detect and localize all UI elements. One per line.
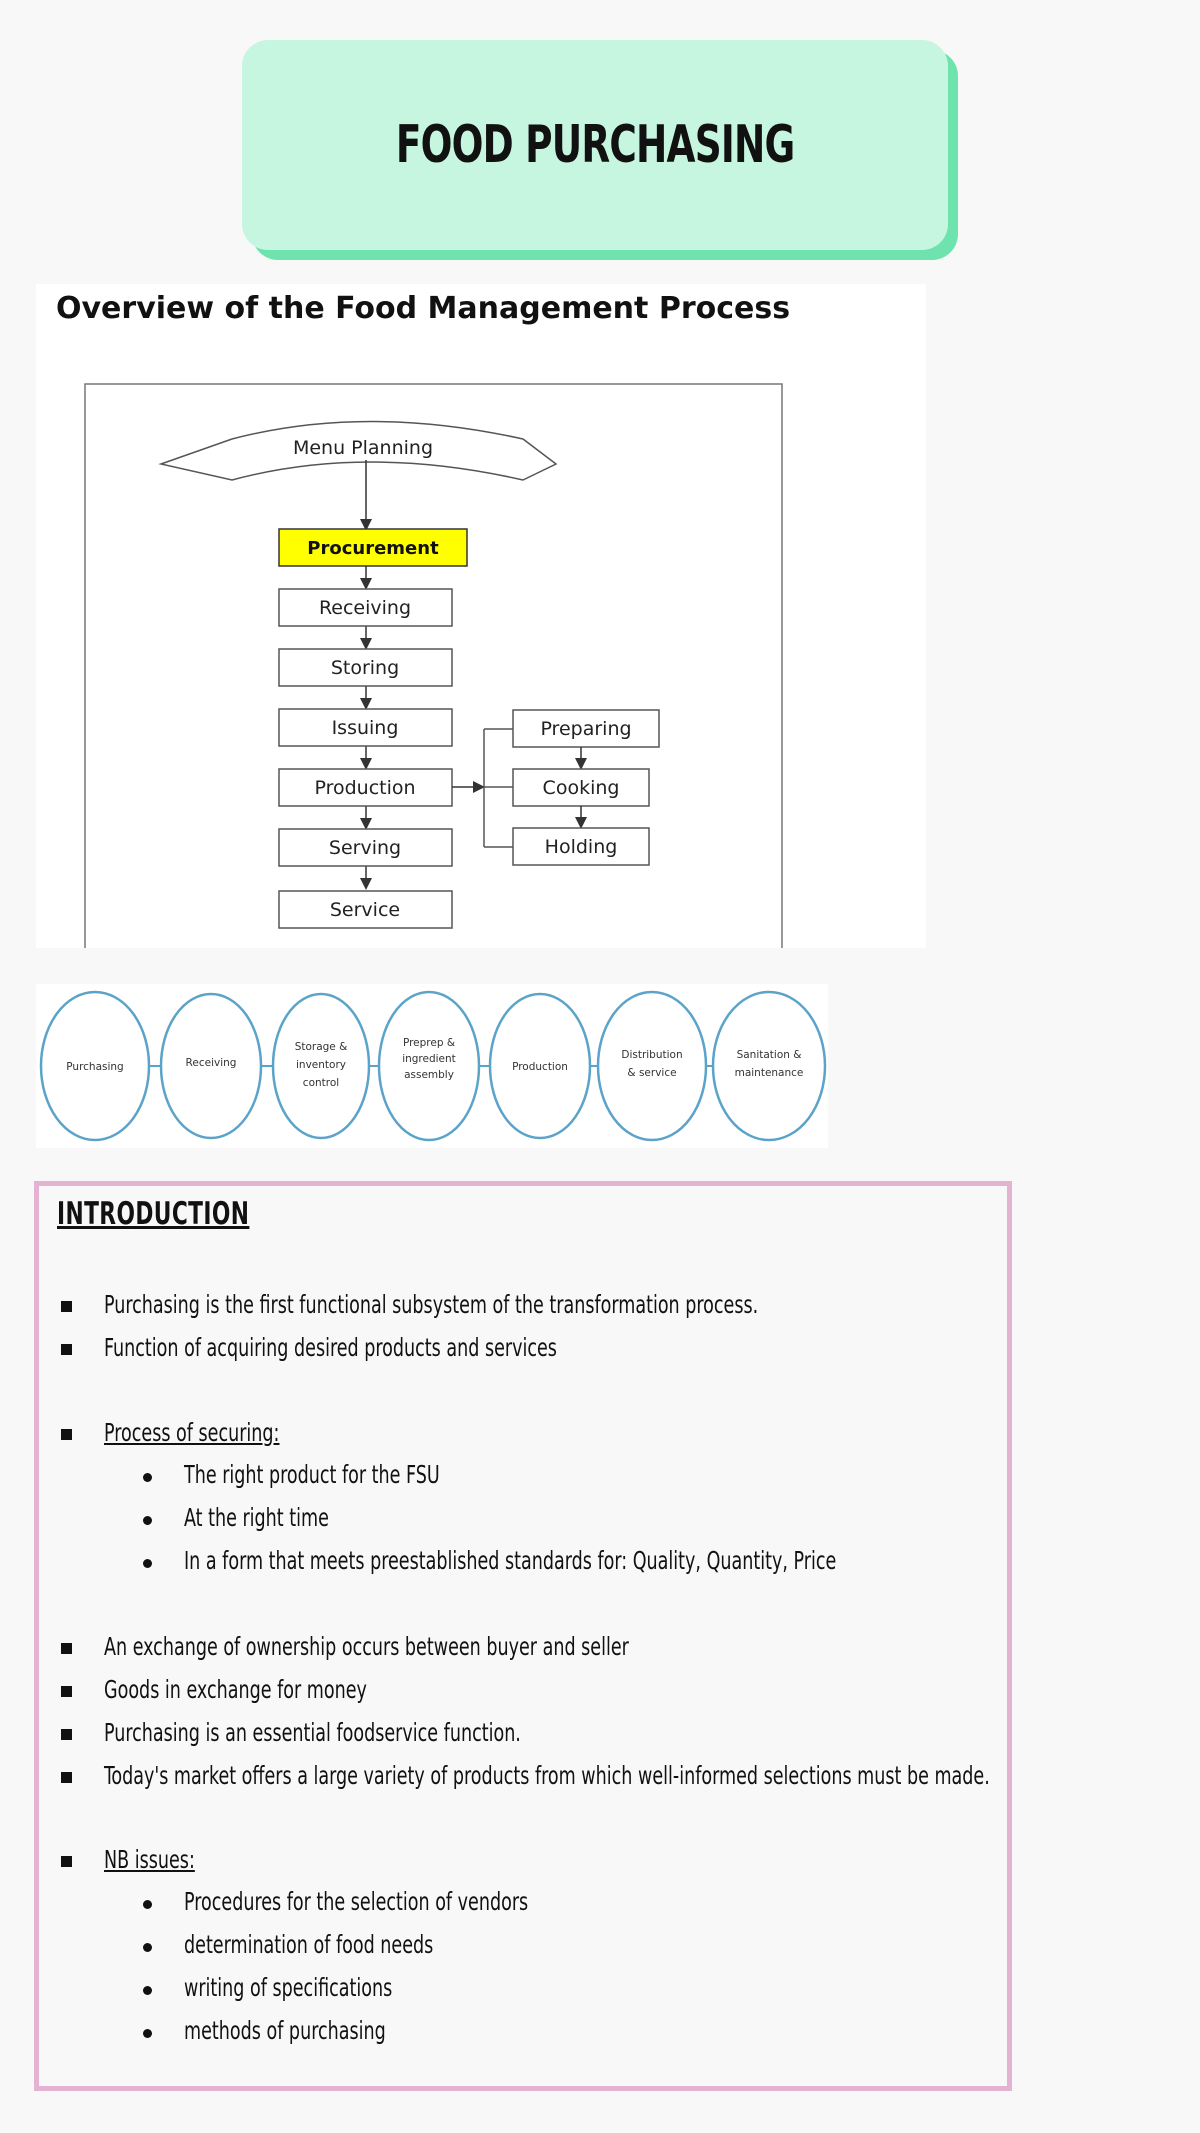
bullet-dot [143, 1943, 152, 1952]
intro-bullet: Goods in exchange for money [104, 1675, 367, 1704]
subsystem-label: assembly [404, 1069, 454, 1081]
bullet-square [61, 1301, 72, 1312]
subsystem-label: Distribution [621, 1049, 683, 1061]
bullet-square [61, 1772, 72, 1783]
subsystem-label: ingredient [402, 1053, 456, 1065]
nb-label: NB issues: [104, 1845, 195, 1874]
subsystem-label: Storage & [294, 1041, 348, 1053]
circle-distribution [598, 992, 706, 1140]
food-management-flowchart [36, 284, 926, 948]
bullet-square [61, 1856, 72, 1867]
nb-item: methods of purchasing [184, 2016, 386, 2045]
subsystem-label: Sanitation & [736, 1049, 802, 1061]
bullet-square [61, 1729, 72, 1740]
receiving-label: Receiving [318, 597, 412, 619]
menu-planning-label: Menu Planning [292, 437, 434, 459]
intro-bullet: An exchange of ownership occurs between buyer and seller [104, 1632, 629, 1661]
process-item: At the right time [184, 1503, 329, 1532]
nb-item: determination of food needs [184, 1930, 434, 1959]
bullet-dot [143, 1516, 152, 1525]
subsystem-label: Receiving [185, 1057, 237, 1069]
storing-label: Storing [330, 657, 400, 679]
subsystem-label: & service [627, 1067, 677, 1079]
cooking-label: Cooking [542, 777, 620, 799]
overview-heading: Overview of the Food Management Process [56, 291, 791, 326]
bullet-dot [143, 1473, 152, 1482]
subsystem-label: Preprep & [402, 1037, 456, 1049]
bullet-square [61, 1643, 72, 1654]
subsystem-label: Purchasing [66, 1061, 124, 1073]
bullet-dot [143, 1986, 152, 1995]
circle-sanitation [713, 992, 825, 1140]
subsystem-label: inventory [296, 1059, 346, 1071]
bullet-square [61, 1686, 72, 1697]
production-label: Production [314, 777, 416, 799]
subsystem-label: Production [512, 1061, 568, 1073]
introduction-section [34, 1181, 1012, 2091]
service-label: Service [329, 899, 401, 921]
intro-bullet: Today's market offers a large variety of products from which well-informed selections must be made. [104, 1761, 990, 1790]
foodservice-subsystems-diagram [36, 984, 828, 1148]
bullet-dot [143, 1559, 152, 1568]
title-banner [242, 40, 948, 250]
process-item: The right product for the FSU [184, 1460, 440, 1489]
procurement-label: Procurement [307, 538, 439, 559]
subsystem-label: maintenance [734, 1067, 804, 1079]
page-title: FOOD PURCHASING [395, 115, 795, 175]
issuing-label: Issuing [331, 717, 399, 739]
circle-preprep [379, 992, 479, 1140]
process-item: In a form that meets preestablished standards for: Quality, Quantity, Price [184, 1546, 837, 1575]
bullet-dot [143, 2029, 152, 2038]
holding-label: Holding [544, 836, 618, 858]
bullet-square [61, 1429, 72, 1440]
nb-item: writing of specifications [184, 1973, 393, 2002]
process-label: Process of securing: [104, 1418, 280, 1447]
intro-bullet: Purchasing is the first functional subsystem of the transformation process. [104, 1290, 759, 1319]
bullet-square [61, 1344, 72, 1355]
introduction-heading: INTRODUCTION [57, 1196, 250, 1232]
nb-item: Procedures for the selection of vendors [184, 1887, 529, 1916]
subsystem-label: control [302, 1077, 340, 1089]
bullet-dot [143, 1900, 152, 1909]
preparing-label: Preparing [540, 718, 632, 740]
intro-bullet: Function of acquiring desired products and services [104, 1333, 557, 1362]
serving-label: Serving [328, 837, 402, 859]
intro-bullet: Purchasing is an essential foodservice function. [104, 1718, 521, 1747]
